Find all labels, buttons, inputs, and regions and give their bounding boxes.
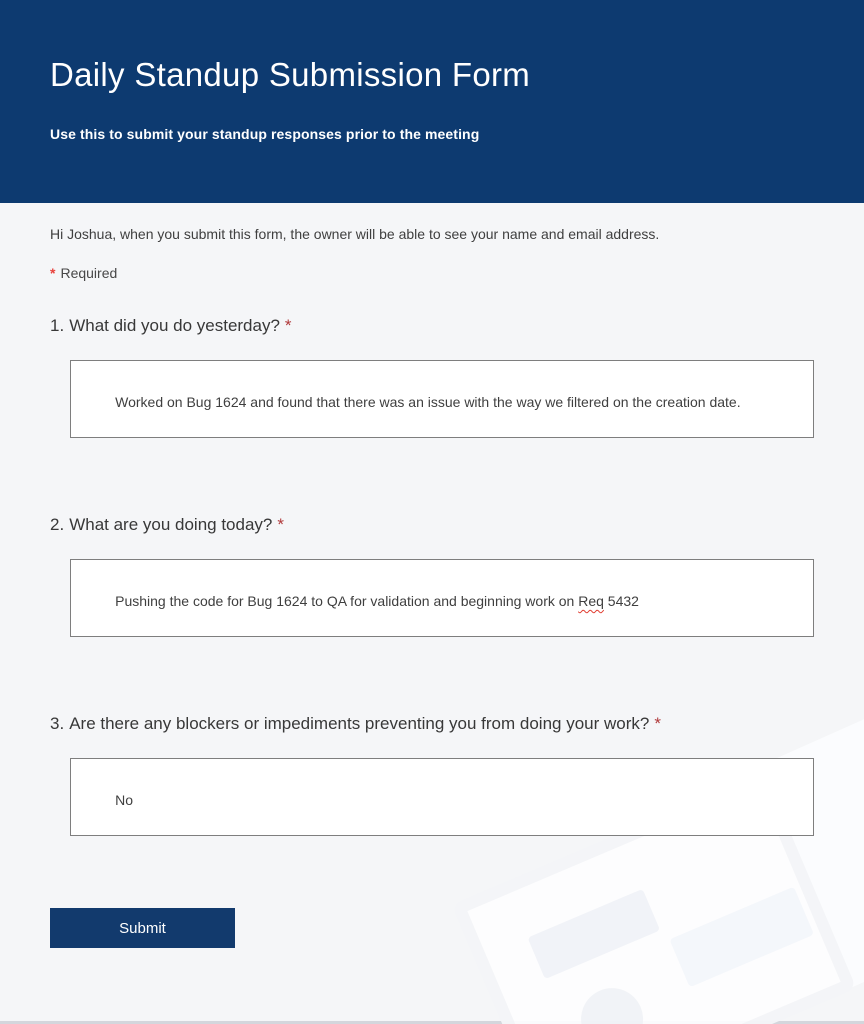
question-3-text: Are there any blockers or impediments preventing you from doing your work?: [69, 714, 650, 733]
required-asterisk: *: [50, 265, 56, 281]
question-3-label: [50, 712, 814, 736]
answer-text-q2-before: Pushing the code for Bug 1624 to QA for validation and beginning work on: [115, 593, 579, 609]
question-1-required-asterisk: *: [284, 316, 292, 335]
answer-text-q1: Worked on Bug 1624 and found that there was an issue with the way we filtered on the creation date.: [115, 394, 741, 410]
question-3-required-asterisk: *: [654, 714, 661, 733]
answer-textbox-q2[interactable]: [70, 559, 814, 637]
required-note: [50, 265, 814, 281]
question-block-1: [50, 314, 814, 438]
required-label: Required: [60, 265, 118, 281]
submit-button[interactable]: Submit: [50, 908, 235, 948]
question-2-label: [50, 513, 814, 537]
answer-textbox-q1[interactable]: [70, 360, 814, 438]
form-description: Use this to submit your standup responses prior to the meeting: [50, 126, 480, 143]
answer-text-q3: No: [115, 792, 134, 808]
question-1-text: What did you do yesterday?: [69, 316, 280, 335]
page-title: Daily Standup Submission Form: [50, 56, 531, 93]
question-1-number: 1.: [50, 316, 65, 335]
question-3-number: 3.: [50, 714, 65, 733]
form-body: [0, 224, 864, 948]
form-header: [0, 0, 864, 203]
submit-row: [50, 908, 814, 948]
question-2-text: What are you doing today?: [69, 515, 273, 534]
question-2-number: 2.: [50, 515, 65, 534]
tablet-circle-shape: [571, 979, 652, 1024]
answer-text-q2-after: 5432: [603, 593, 639, 609]
answer-text-q2-misspelled-word: Req: [578, 593, 604, 609]
intro-text: Hi Joshua, when you submit this form, the owner will be able to see your name and email address.: [50, 226, 660, 242]
question-block-3: [50, 712, 814, 836]
answer-textbox-q3[interactable]: [70, 758, 814, 836]
question-1-label: [50, 314, 814, 338]
question-block-2: [50, 513, 814, 637]
question-2-required-asterisk: *: [277, 515, 284, 534]
